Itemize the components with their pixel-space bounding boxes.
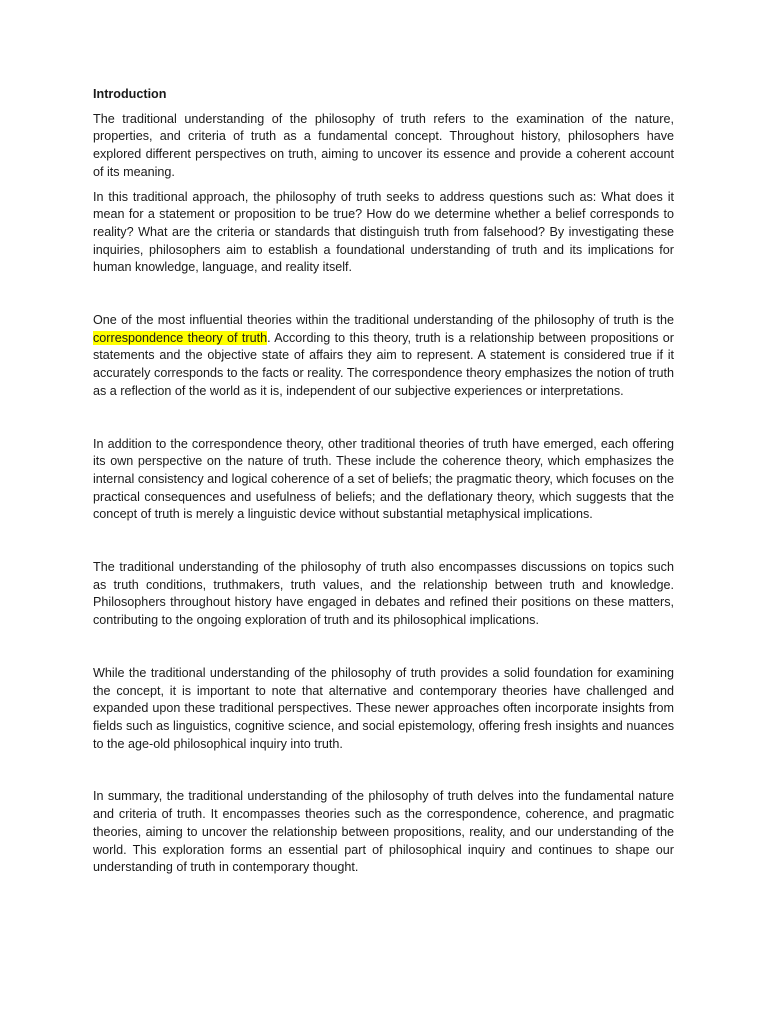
paragraph-3: [93, 312, 674, 401]
paragraph-2: In this traditional approach, the philosophy of truth seeks to address questions such as: What does it mean for a statement or proposition to be true? How do we determine whether a belief corresponds to reality? What are the criteria or standards that distinguish truth from falsehood? By investigating these inquiries, philosophers aim to establish a foundational understanding of truth and its implications for human knowledge, language, and reality itself.: [93, 189, 674, 275]
paragraph-3-text-start: One of the most influential theories within the traditional understanding of the philosophy of truth is the: [93, 313, 674, 328]
paragraph-1: The traditional understanding of the philosophy of truth refers to the examination of the nature, properties, and criteria of truth as a fundamental concept. Throughout history, philosophers have explored different perspectives on truth, aiming to uncover its essence and provide a coherent account of its meaning.: [93, 111, 674, 179]
document-body: [93, 86, 674, 884]
paragraph-4: In addition to the correspondence theory, other traditional theories of truth have emerged, each offering its own perspective on the nature of truth. These include the coherence theory, which emphasizes the internal consistency and logical coherence of a set of beliefs; the pragmatic theory, which focuses on the practical consequences and usefulness of beliefs; and the deflationary theory, which suggests that the concept of truth is merely a linguistic device without substantial metaphysical implications.: [93, 436, 674, 522]
section-heading: Introduction: [93, 87, 167, 101]
paragraph-5: The traditional understanding of the philosophy of truth also encompasses discussions on topics such as truth conditions, truthmakers, truth values, and the relationship between truth and knowledge. Philosophers throughout history have engaged in debates and refined their positions on these matters, contributing to the ongoing exploration of truth and its philosophical implications.: [93, 560, 674, 628]
paragraph-6: While the traditional understanding of the philosophy of truth provides a solid foundation for examining the concept, it is important to note that alternative and contemporary theories have challenged and expanded upon these traditional perspectives. These newer approaches often incorporate insights from fields such as linguistics, cognitive science, and social epistemology, offering fresh insights and nuances to the age-old philosophical inquiry into truth.: [93, 665, 674, 751]
highlighted-phrase: correspondence theory of truth: [93, 330, 268, 345]
paragraph-7: In summary, the traditional understanding of the philosophy of truth delves into the fundamental nature and criteria of truth. It encompasses theories such as the correspondence, coherence, and pragmatic theories, aiming to uncover the relationship between propositions, reality, and our understanding of the world. This exploration forms an essential part of philosophical inquiry and continues to shape our understanding of truth in contemporary thought.: [93, 789, 674, 875]
paragraph-3-text-end: . According to this theory, truth is a relationship between propositions or statements and the objective state of affairs they aim to represent. A statement is considered true if it accurately corresponds to the facts or reality. The correspondence theory emphasizes the notion of truth as a reflection of the world as it is, independent of our subjective experiences or interpretations.: [93, 330, 674, 398]
